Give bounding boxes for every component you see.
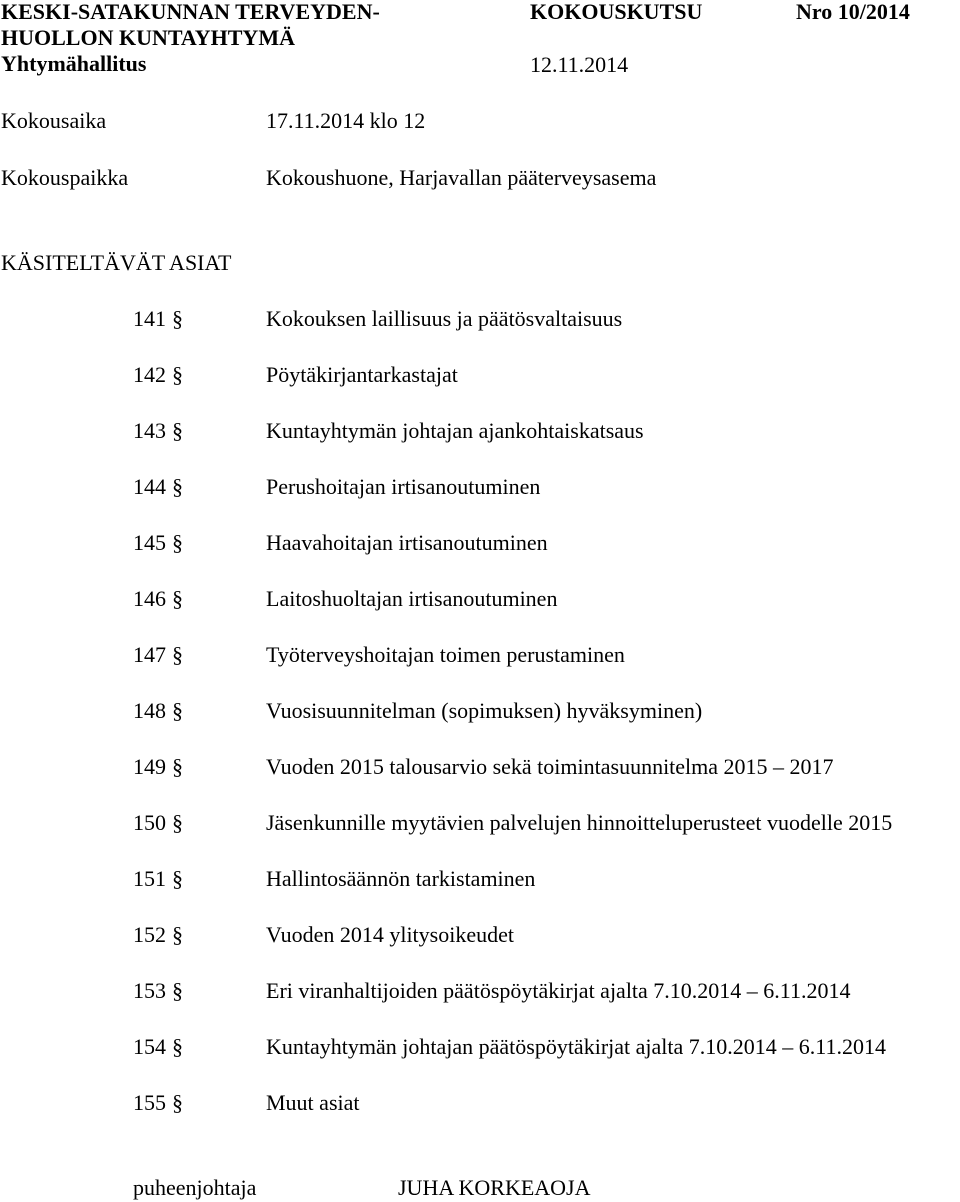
agenda-item-title: Kuntayhtymän johtajan ajankohtaiskatsaus (266, 418, 644, 443)
meeting-time-label: Kokousaika (1, 108, 107, 133)
meeting-place-value: Kokoushuone, Harjavallan pääterveysasema (266, 165, 657, 190)
agenda-item-number: 152 (133, 922, 166, 947)
agenda-item-title: Haavahoitajan irtisanoutuminen (266, 530, 548, 555)
organization-name-line1: KESKI-SATAKUNNAN TERVEYDEN- (1, 0, 380, 24)
agenda-item-title: Pöytäkirjantarkastajat (266, 362, 458, 387)
agenda-item-number: 146 (133, 586, 166, 611)
organization-name-line2: HUOLLON KUNTAYHTYMÄ (1, 25, 295, 50)
section-mark: § (172, 642, 183, 667)
section-mark: § (172, 362, 183, 387)
agenda-item-title: Vuoden 2014 ylitysoikeudet (266, 922, 514, 947)
section-mark: § (172, 1090, 183, 1115)
agenda-item (0, 418, 960, 446)
agenda-item-number: 143 (133, 418, 166, 443)
agenda-item (0, 1090, 960, 1118)
agenda-item-number: 150 (133, 810, 166, 835)
section-mark: § (172, 866, 183, 891)
meeting-place-label: Kokouspaikka (1, 165, 129, 190)
agenda-item-number: 147 (133, 642, 166, 667)
agenda-item-number: 148 (133, 698, 166, 723)
agenda-item (0, 810, 960, 838)
agenda-item-title: Hallintosäännön tarkistaminen (266, 866, 536, 891)
agenda-item (0, 530, 960, 558)
agenda-item-number: 144 (133, 474, 166, 499)
section-mark: § (172, 530, 183, 555)
agenda-item-number: 142 (133, 362, 166, 387)
agenda-item-number: 155 (133, 1090, 166, 1115)
agenda-item-number: 141 (133, 306, 166, 331)
agenda-item-title: Muut asiat (266, 1090, 360, 1115)
section-mark: § (172, 418, 183, 443)
agenda-item (0, 306, 960, 334)
agenda-item (0, 866, 960, 894)
agenda-item-number: 153 (133, 978, 166, 1003)
agenda-item-title: Kokouksen laillisuus ja päätösvaltaisuus (266, 306, 623, 331)
section-mark: § (172, 810, 183, 835)
agenda-item-title: Jäsenkunnille myytävien palvelujen hinnoitteluperusteet vuodelle 2015 (266, 810, 893, 835)
agenda-item (0, 698, 960, 726)
agenda-item (0, 642, 960, 670)
section-mark: § (172, 754, 183, 779)
section-mark: § (172, 1034, 183, 1059)
agenda-item (0, 922, 960, 950)
agenda-item-title: Vuoden 2015 talousarvio sekä toimintasuunnitelma 2015 – 2017 (266, 754, 834, 779)
agenda-item-number: 149 (133, 754, 166, 779)
section-mark: § (172, 306, 183, 331)
agenda-item-title: Perushoitajan irtisanoutuminen (266, 474, 541, 499)
meeting-time-value: 17.11.2014 klo 12 (266, 108, 426, 133)
body-name: Yhtymähallitus (1, 51, 147, 76)
agenda-item-title: Vuosisuunnitelman (sopimuksen) hyväksyminen) (266, 698, 703, 723)
agenda-item-title: Kuntayhtymän johtajan päätöspöytäkirjat ajalta 7.10.2014 – 6.11.2014 (266, 1034, 886, 1059)
signature-name: JUHA KORKEAOJA (398, 1175, 591, 1200)
agenda-item-number: 151 (133, 866, 166, 891)
agenda-item (0, 362, 960, 390)
agenda-item-number: 154 (133, 1034, 166, 1059)
section-mark: § (172, 586, 183, 611)
section-mark: § (172, 474, 183, 499)
signature-role: puheenjohtaja (133, 1175, 257, 1200)
document-type: KOKOUSKUTSU (530, 0, 703, 24)
agenda-item (0, 754, 960, 782)
agenda-item (0, 978, 960, 1006)
agenda-item-title: Laitoshuoltajan irtisanoutuminen (266, 586, 558, 611)
agenda-item-title: Työterveyshoitajan toimen perustaminen (266, 642, 625, 667)
document-number: Nro 10/2014 (796, 0, 910, 24)
section-mark: § (172, 978, 183, 1003)
agenda-item-title: Eri viranhaltijoiden päätöspöytäkirjat ajalta 7.10.2014 – 6.11.2014 (266, 978, 851, 1003)
agenda-item (0, 474, 960, 502)
agenda-item (0, 586, 960, 614)
section-mark: § (172, 922, 183, 947)
agenda-item (0, 1034, 960, 1062)
document-date: 12.11.2014 (530, 52, 629, 77)
section-mark: § (172, 698, 183, 723)
agenda-heading: KÄSITELTÄVÄT ASIAT (1, 250, 232, 275)
agenda-item-number: 145 (133, 530, 166, 555)
